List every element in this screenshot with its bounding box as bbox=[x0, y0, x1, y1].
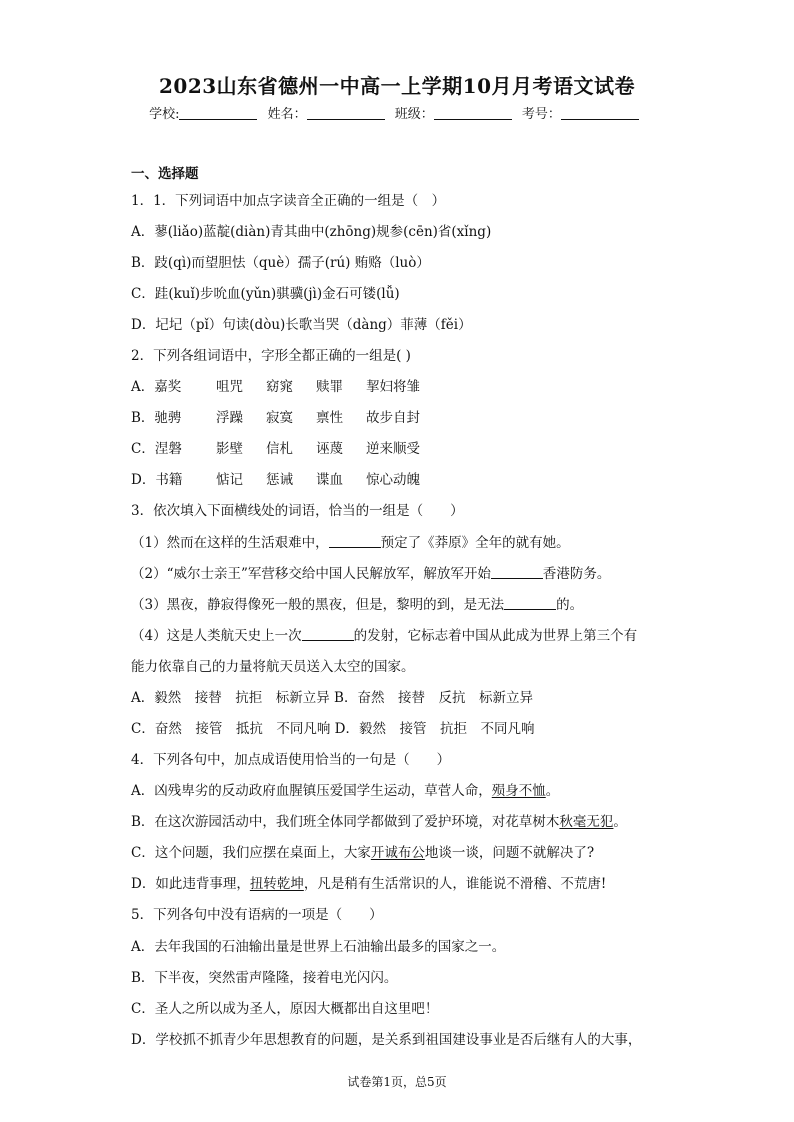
q2-option-b bbox=[131, 408, 420, 428]
q4-a-end: 。 bbox=[545, 783, 560, 799]
q2-d-word-1: D．书籍 bbox=[131, 472, 183, 488]
school-label: 学校: bbox=[149, 107, 180, 122]
q4-c-end: 地谈一谈，问题不就解决了? bbox=[424, 845, 595, 861]
q4-option-c bbox=[131, 843, 594, 863]
q5-option-a: A．去年我国的石油输出量是世界上石油输出最多的国家之一。 bbox=[131, 939, 506, 955]
q2-a-word-2: 咀咒 bbox=[216, 379, 243, 395]
q4-d-end: ，凡是稍有生活常识的人，谁能说不滑稽、不荒唐! bbox=[303, 876, 607, 892]
q3-sentence-2 bbox=[131, 564, 610, 584]
q4-stem: 4．下列各句中，加点成语使用恰当的一句是（ ） bbox=[131, 752, 451, 768]
q3-blank-3 bbox=[504, 597, 556, 610]
number-label: 考号： bbox=[521, 107, 561, 122]
q3-stem: 3．依次填入下面横线处的词语，恰当的一组是（ ） bbox=[131, 503, 464, 519]
q4-d-idiom: 扭转乾坤 bbox=[249, 876, 304, 892]
q4-c-text: C．这个问题，我们应摆在桌面上，大家 bbox=[131, 845, 371, 861]
q1-option-c: C．跬(kuǐ)步吮血(yǔn)骐骥(jì)金石可镂(lǚ) bbox=[131, 286, 400, 302]
class-blank bbox=[434, 107, 512, 120]
q2-a-word-3: 窈窕 bbox=[266, 379, 293, 395]
q2-d-word-3: 惩诫 bbox=[266, 472, 293, 488]
name-blank bbox=[307, 107, 385, 120]
q4-b-end: 。 bbox=[613, 814, 627, 830]
class-label: 班级： bbox=[394, 107, 434, 122]
q2-d-word-5: 惊心动魄 bbox=[366, 472, 420, 488]
q3-s3-text-a: （3）黑夜，静寂得像死一般的黑夜，但是，黎明的到，是无法 bbox=[131, 597, 505, 613]
q3-s3-text-b: 的。 bbox=[556, 597, 584, 613]
q4-option-d bbox=[131, 874, 606, 894]
q3-s1-text-a: （1）然而在这样的生活艰难中， bbox=[131, 535, 329, 551]
name-label: 姓名： bbox=[267, 107, 307, 122]
q3-s2-text-b: 香港防务。 bbox=[542, 566, 611, 582]
q3-options-ab: A．毅然 接替 抗拒 标新立异 B．奋然 接替 反抗 标新立异 bbox=[131, 690, 533, 706]
page-title: 2023山东省德州一中高一上学期10月月考语文试卷 bbox=[159, 74, 635, 98]
q2-c-word-3: 信札 bbox=[266, 441, 293, 457]
q2-option-d bbox=[131, 470, 420, 490]
q2-b-word-1: B．驰骋 bbox=[131, 410, 182, 426]
q3-sentence-4 bbox=[131, 626, 637, 646]
q4-a-text: A．凶残卑劣的反动政府血腥镇压爱国学生运动，草菅人命， bbox=[131, 783, 492, 799]
q3-options-cd: C．奋然 接管 抵抗 不同凡响 D．毅然 接管 抗拒 不同凡响 bbox=[131, 721, 535, 737]
q3-sentence-3 bbox=[131, 595, 583, 615]
q4-a-idiom: 殒身不恤 bbox=[491, 783, 546, 799]
q4-d-text: D．如此违背事理， bbox=[131, 876, 250, 892]
q3-sentence-4-cont: 能力依靠自己的力量将航天员送入太空的国家。 bbox=[131, 659, 415, 675]
q2-a-word-1: A．嘉奖 bbox=[131, 379, 182, 395]
q2-d-word-4: 谍血 bbox=[316, 472, 343, 488]
q3-s4-text-b: 的发射，它标志着中国从此成为世界上第三个有 bbox=[353, 628, 638, 644]
q1-option-a: A．蓼(liǎo)蓝靛(diàn)青其曲中(zhōng)规参(cēn)省(xǐng) bbox=[131, 224, 492, 240]
student-info-line bbox=[0, 103, 794, 122]
q4-b-idiom: 秋毫无犯 bbox=[559, 814, 614, 830]
number-blank bbox=[561, 107, 639, 120]
school-blank bbox=[179, 107, 257, 120]
q3-sentence-1 bbox=[131, 533, 570, 553]
q3-blank-2 bbox=[491, 566, 543, 579]
page-footer: 试卷第1页，总5页 bbox=[347, 1075, 447, 1089]
q3-s1-text-b: 预定了《莽原》全年的就有她。 bbox=[380, 535, 570, 551]
q2-stem: 2．下列各组词语中，字形全都正确的一组是( ) bbox=[131, 348, 411, 364]
q4-c-idiom: 开诚布公 bbox=[370, 845, 425, 861]
q4-b-text: B．在这次游园活动中，我们班全体同学都做到了爱护环境，对花草树木 bbox=[131, 814, 560, 830]
q4-option-b bbox=[131, 812, 627, 832]
q2-option-c bbox=[131, 439, 420, 459]
q2-b-word-2: 浮躁 bbox=[216, 410, 243, 426]
q3-s4-text-a: （4）这是人类航天史上一次 bbox=[131, 628, 302, 644]
q2-option-a bbox=[131, 377, 420, 397]
q5-option-d: D．学校抓不抓青少年思想教育的问题，是关系到祖国建设事业是否后继有人的大事， bbox=[131, 1032, 642, 1048]
q2-d-word-2: 惦记 bbox=[216, 472, 243, 488]
q5-option-c: C．圣人之所以成为圣人，原因大概都出自这里吧！ bbox=[131, 1001, 439, 1017]
q3-s2-text-a: （2）“威尔士亲王”军营移交给中国人民解放军，解放军开始 bbox=[131, 566, 491, 582]
q1-option-b: B．跂(qì)而望胆怯（què）孺子(rú) 贿赂（luò） bbox=[131, 255, 430, 271]
q2-b-word-5: 故步自封 bbox=[366, 410, 420, 426]
q2-c-word-4: 诬蔑 bbox=[316, 441, 343, 457]
q5-stem: 5．下列各句中没有语病的一项是（ ） bbox=[131, 907, 383, 923]
q5-option-b: B．下半夜，突然雷声隆隆，接着电光闪闪。 bbox=[131, 970, 398, 986]
q1-stem: 1．1．下列词语中加点字读音全正确的一组是（ ） bbox=[131, 193, 446, 209]
q2-c-word-5: 逆来顺受 bbox=[366, 441, 420, 457]
q2-b-word-3: 寂寞 bbox=[266, 410, 293, 426]
q2-c-word-2: 影壁 bbox=[216, 441, 243, 457]
q1-option-d: D．圮圮（pǐ）句读(dòu)长歌当哭（dàng）菲薄（fěi） bbox=[131, 317, 472, 333]
q2-b-word-4: 禀性 bbox=[316, 410, 343, 426]
q4-option-a bbox=[131, 781, 559, 801]
q2-a-word-4: 赎罪 bbox=[316, 379, 343, 395]
q3-blank-1 bbox=[329, 535, 381, 548]
section-heading: 一、选择题 bbox=[131, 166, 199, 182]
q2-a-word-5: 挈妇将雏 bbox=[366, 379, 420, 395]
q3-blank-4 bbox=[302, 628, 354, 641]
q2-c-word-1: C．涅磐 bbox=[131, 441, 182, 457]
